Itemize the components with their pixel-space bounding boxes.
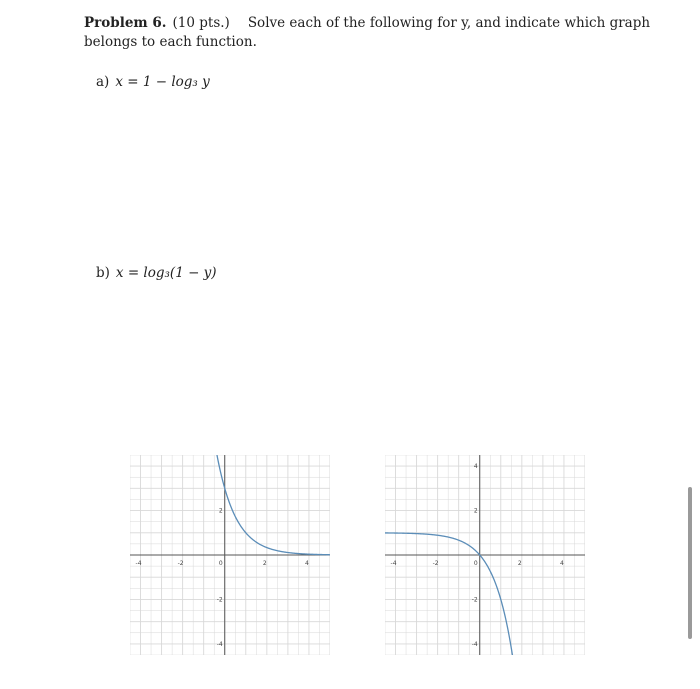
part-a-equation: x = 1 − log₃ y — [115, 74, 210, 90]
part-b-equation: x = log₃(1 − y) — [115, 265, 217, 281]
graph-a — [130, 455, 330, 655]
y-tick-label: -2 — [216, 596, 223, 604]
problem-title: Problem 6. — [84, 15, 167, 31]
graph-b — [385, 455, 585, 655]
y-tick-label: -2 — [471, 596, 478, 604]
part-b — [96, 265, 217, 281]
y-tick-label: -4 — [216, 640, 223, 648]
part-a-label: a) — [96, 74, 110, 90]
x-tick-label: 4 — [305, 560, 309, 567]
part-b-label: b) — [96, 265, 110, 281]
y-tick-label: -4 — [471, 640, 478, 648]
x-tick-label: 0 — [473, 560, 478, 567]
x-tick-label: -2 — [177, 560, 184, 567]
y-tick-label: 4 — [473, 463, 478, 471]
problem-header — [84, 14, 654, 52]
x-tick-label: -4 — [390, 560, 397, 567]
scrollbar[interactable] — [688, 487, 692, 639]
x-tick-label: -4 — [135, 560, 142, 567]
function-curve — [385, 533, 513, 655]
y-tick-label: 2 — [218, 507, 223, 515]
y-tick-label: 2 — [473, 507, 478, 515]
x-tick-label: 0 — [218, 560, 223, 567]
function-curve — [217, 455, 331, 555]
part-a — [96, 74, 210, 90]
problem-statement: Solve each of the following for y, and indicate which graph belongs to each function. — [84, 15, 651, 50]
x-tick-label: 2 — [517, 560, 522, 567]
x-tick-label: 2 — [262, 560, 267, 567]
x-tick-label: -2 — [432, 560, 439, 567]
problem-points: (10 pts.) — [172, 15, 230, 31]
x-tick-label: 4 — [560, 560, 564, 567]
